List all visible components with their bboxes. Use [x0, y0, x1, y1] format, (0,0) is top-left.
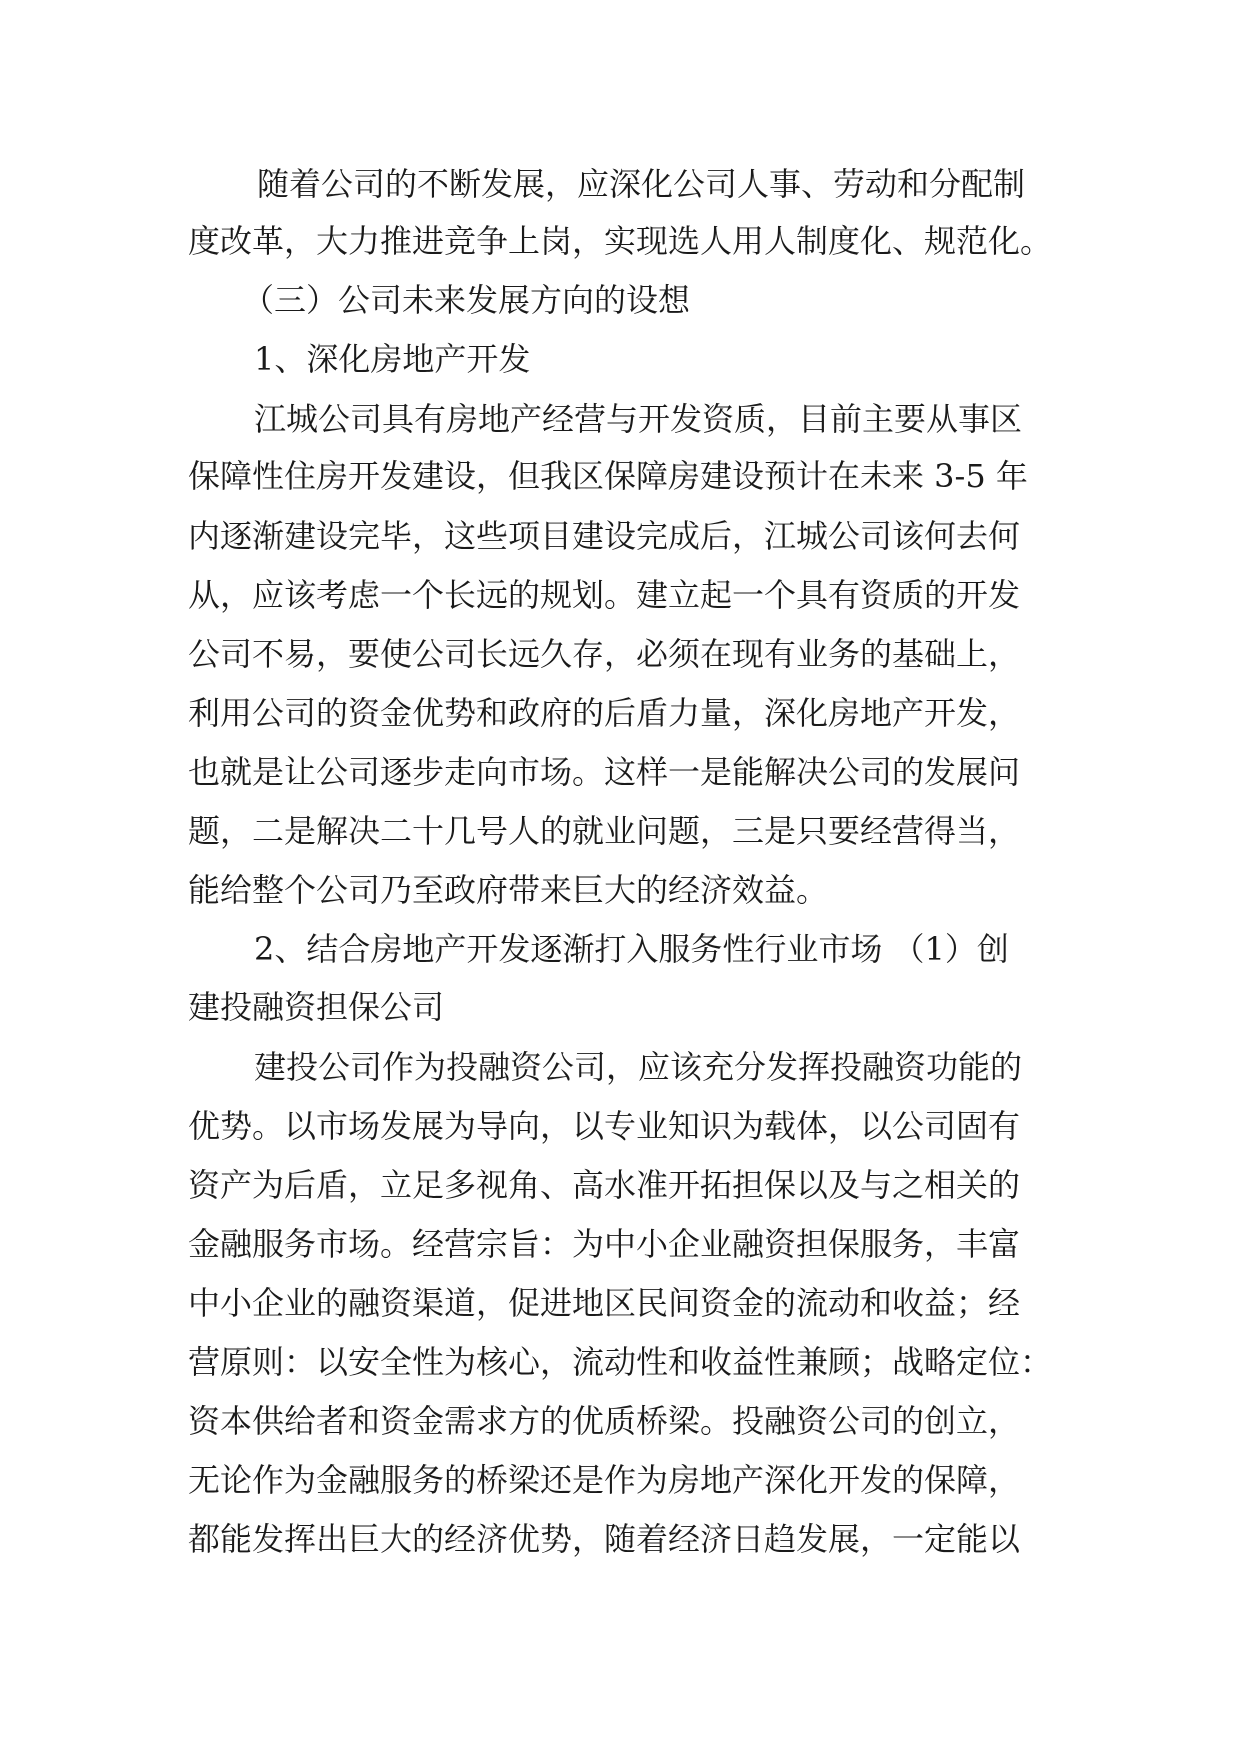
paragraph-line: 能给整个公司乃至政府带来巨大的经济效益。: [188, 871, 829, 909]
paragraph-line: 无论作为金融服务的桥梁还是作为房地产深化开发的保障，: [188, 1461, 1021, 1499]
paragraph-line: 中小企业的融资渠道，促进地区民间资金的流动和收益；经: [188, 1284, 1021, 1322]
paragraph-line: 从，应该考虑一个长远的规划。建立起一个具有资质的开发: [188, 576, 1021, 614]
paragraph-line: 内逐渐建设完毕，这些项目建设完成后，江城公司该何去何: [188, 517, 1021, 555]
paragraph-line: 保障性住房开发建设，但我区保障房建设预计在未来 3-5 年: [188, 457, 1028, 495]
paragraph-line: 江城公司具有房地产经营与开发资质，目前主要从事区: [254, 400, 1023, 438]
subsection-heading: 建投融资担保公司: [188, 988, 445, 1026]
subsection-heading: 1、深化房地产开发: [254, 340, 531, 378]
paragraph-line: 公司不易，要使公司长远久存，必须在现有业务的基础上，: [188, 635, 1021, 673]
paragraph-line: 优势。以市场发展为导向，以专业知识为载体，以公司固有: [188, 1107, 1021, 1145]
paragraph-line: 营原则：以安全性为核心，流动性和收益性兼顾；战略定位：: [188, 1343, 1053, 1381]
section-heading: （三）公司未来发展方向的设想: [242, 281, 691, 319]
paragraph-line: 度改革，大力推进竞争上岗，实现选人用人制度化、规范化。: [188, 222, 1053, 260]
paragraph-line: 随着公司的不断发展，应深化公司人事、劳动和分配制: [257, 165, 1026, 203]
paragraph-line: 金融服务市场。经营宗旨：为中小企业融资担保服务，丰富: [188, 1225, 1021, 1263]
paragraph-line: 资产为后盾，立足多视角、高水准开拓担保以及与之相关的: [188, 1166, 1021, 1204]
paragraph-line: 建投公司作为投融资公司，应该充分发挥投融资功能的: [254, 1048, 1023, 1086]
paragraph-line: 也就是让公司逐步走向市场。这样一是能解决公司的发展问: [188, 753, 1021, 791]
paragraph-line: 都能发挥出巨大的经济优势，随着经济日趋发展，一定能以: [188, 1520, 1021, 1558]
paragraph-line: 利用公司的资金优势和政府的后盾力量，深化房地产开发，: [188, 694, 1021, 732]
subsection-heading: 2、结合房地产开发逐渐打入服务性行业市场 （1）创: [254, 930, 1009, 968]
paragraph-line: 题，二是解决二十几号人的就业问题，三是只要经营得当，: [188, 812, 1021, 850]
paragraph-line: 资本供给者和资金需求方的优质桥梁。投融资公司的创立，: [188, 1402, 1021, 1440]
